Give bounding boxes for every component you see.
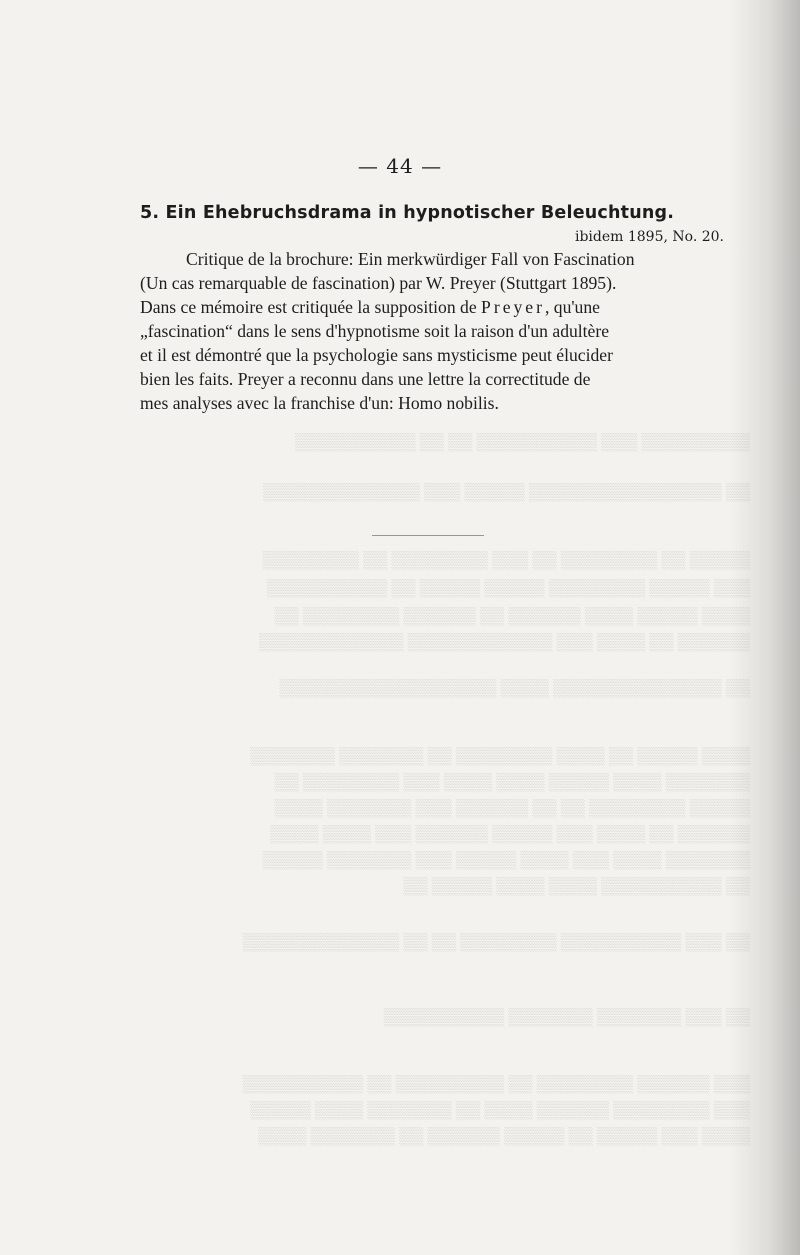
bleed-through-texture: ▒▒▒▒▒▒▒ ▒▒▒▒ ▒▒▒ ▒▒▒▒ ▒▒▒▒▒ ▒▒▒ ▒▒▒▒▒▒▒ ▒▒▒▒▒ (262, 850, 750, 869)
summary-line: et il est démontré que la psychologie sans mysticisme peut élucider (140, 345, 613, 365)
bleed-through-texture: ▒▒ ▒▒▒▒▒▒▒▒▒▒▒▒▒▒▒▒ ▒▒▒▒▒ ▒▒▒ ▒▒▒▒▒▒▒▒▒▒▒▒▒ (263, 482, 750, 501)
bleed-through-texture: ▒▒▒▒▒▒ ▒▒ ▒▒▒▒ ▒▒▒ ▒▒▒▒▒ ▒▒▒▒▒▒ ▒▒▒ ▒▒▒▒ ▒▒▒▒ (270, 824, 750, 843)
summary-line: bien les faits. Preyer a reconnu dans une lettre la correctitude de (140, 369, 591, 389)
bleed-through-rule (372, 535, 484, 536)
bleed-through-texture: ▒▒▒▒▒▒▒▒▒ ▒▒▒ ▒▒▒▒▒▒▒▒▒▒ ▒▒ ▒▒ ▒▒▒▒▒▒▒▒▒▒ (295, 432, 750, 451)
summary-line: (Un cas remarquable de fascination) par W. Preyer (Stuttgart 1895). (140, 273, 617, 293)
bleed-through-texture: ▒▒ ▒▒▒ ▒▒▒▒▒▒▒▒▒▒ ▒▒▒▒▒▒▒▒ ▒▒ ▒▒ ▒▒▒▒▒▒▒▒▒▒▒▒▒ (242, 932, 750, 951)
entry-citation: ibidem 1895, No. 20. (574, 229, 724, 245)
entry-summary (140, 247, 728, 415)
page-number: — 44 — (357, 154, 443, 178)
bleed-through-texture: ▒▒▒ ▒▒▒▒▒ ▒▒▒▒▒▒▒▒ ▒▒▒▒▒ ▒▒▒▒▒ ▒▒ ▒▒▒▒▒▒▒▒▒▒ (266, 578, 750, 597)
bleed-through-texture: ▒▒▒ ▒▒▒▒▒▒▒▒ ▒▒▒▒▒▒ ▒▒▒▒ ▒▒ ▒▒▒▒▒▒▒ ▒▒▒▒ ▒▒▒▒▒ (250, 1100, 750, 1119)
summary-line: Critique de la brochure: Ein merkwürdiger Fall von Fascination (186, 249, 635, 269)
author-name-spaced: Preyer (481, 297, 545, 317)
summary-line: mes analyses avec la franchise d'un: Homo nobilis. (140, 393, 499, 413)
bleed-through-texture: ▒▒▒▒▒ ▒▒▒▒▒▒▒▒ ▒▒ ▒▒ ▒▒▒▒▒▒ ▒▒▒ ▒▒▒▒▒▒▒ ▒▒▒▒ (274, 798, 750, 817)
summary-line-text: Dans ce mémoire est critiquée la supposition de (140, 297, 477, 317)
bleed-through-texture: ▒▒▒▒ ▒▒▒ ▒▒▒▒▒ ▒▒ ▒▒▒▒▒ ▒▒▒▒▒▒ ▒▒ ▒▒▒▒▒▒▒ ▒▒▒▒ (258, 1126, 750, 1145)
summary-line: „fascination“ dans le sens d'hypnotisme soit la raison d'un adultère (140, 321, 610, 341)
bleed-through-texture: ▒▒ ▒▒▒▒▒▒▒▒▒▒▒▒▒▒ ▒▒▒▒ ▒▒▒▒▒▒▒▒▒▒▒▒▒▒▒▒▒▒ (279, 678, 750, 697)
entry-title: 5. Ein Ehebruchsdrama in hypnotischer Beleuchtung. (140, 203, 675, 223)
bleed-through-texture: ▒▒▒▒▒▒▒ ▒▒▒▒ ▒▒▒▒▒ ▒▒▒▒ ▒▒▒▒ ▒▒▒ ▒▒▒▒▒▒▒▒ ▒▒ (274, 772, 750, 791)
bleed-through-texture: ▒▒▒▒ ▒▒▒▒▒ ▒▒ ▒▒▒▒ ▒▒▒▒▒▒▒▒ ▒▒ ▒▒▒▒▒▒▒ ▒▒▒▒▒▒▒ (250, 746, 750, 765)
bleed-through-texture: ▒▒▒▒▒▒ ▒▒ ▒▒▒▒ ▒▒▒ ▒▒▒▒▒▒▒▒▒▒▒▒ ▒▒▒▒▒▒▒▒▒▒▒▒ (259, 632, 750, 651)
bleed-through-texture: ▒▒▒▒ ▒▒▒▒▒ ▒▒▒▒ ▒▒▒▒▒▒ ▒▒ ▒▒▒▒▒▒ ▒▒▒▒▒▒▒▒ ▒▒ (274, 606, 750, 625)
summary-line (140, 295, 728, 319)
bleed-through-texture: ▒▒▒▒▒ ▒▒ ▒▒▒▒▒▒▒▒ ▒▒ ▒▒▒ ▒▒▒▒▒▒▒▒ ▒▒ ▒▒▒▒▒▒▒▒ (262, 550, 750, 569)
bleed-through-texture: ▒▒ ▒▒▒ ▒▒▒▒▒▒▒ ▒▒▒▒▒▒▒ ▒▒▒▒▒▒▒▒▒▒ (383, 1007, 750, 1026)
bleed-through-texture: ▒▒▒ ▒▒▒▒▒▒ ▒▒▒▒▒▒▒▒ ▒▒ ▒▒▒▒▒▒▒▒▒ ▒▒ ▒▒▒▒▒▒▒▒▒▒ (242, 1074, 750, 1093)
bleed-through-texture: ▒▒ ▒▒▒▒▒▒▒▒▒▒ ▒▒▒▒ ▒▒▒▒ ▒▒▒▒▒ ▒▒ (403, 876, 750, 895)
bibliography-entry (140, 200, 728, 415)
summary-line-tail: , qu'une (544, 297, 600, 317)
